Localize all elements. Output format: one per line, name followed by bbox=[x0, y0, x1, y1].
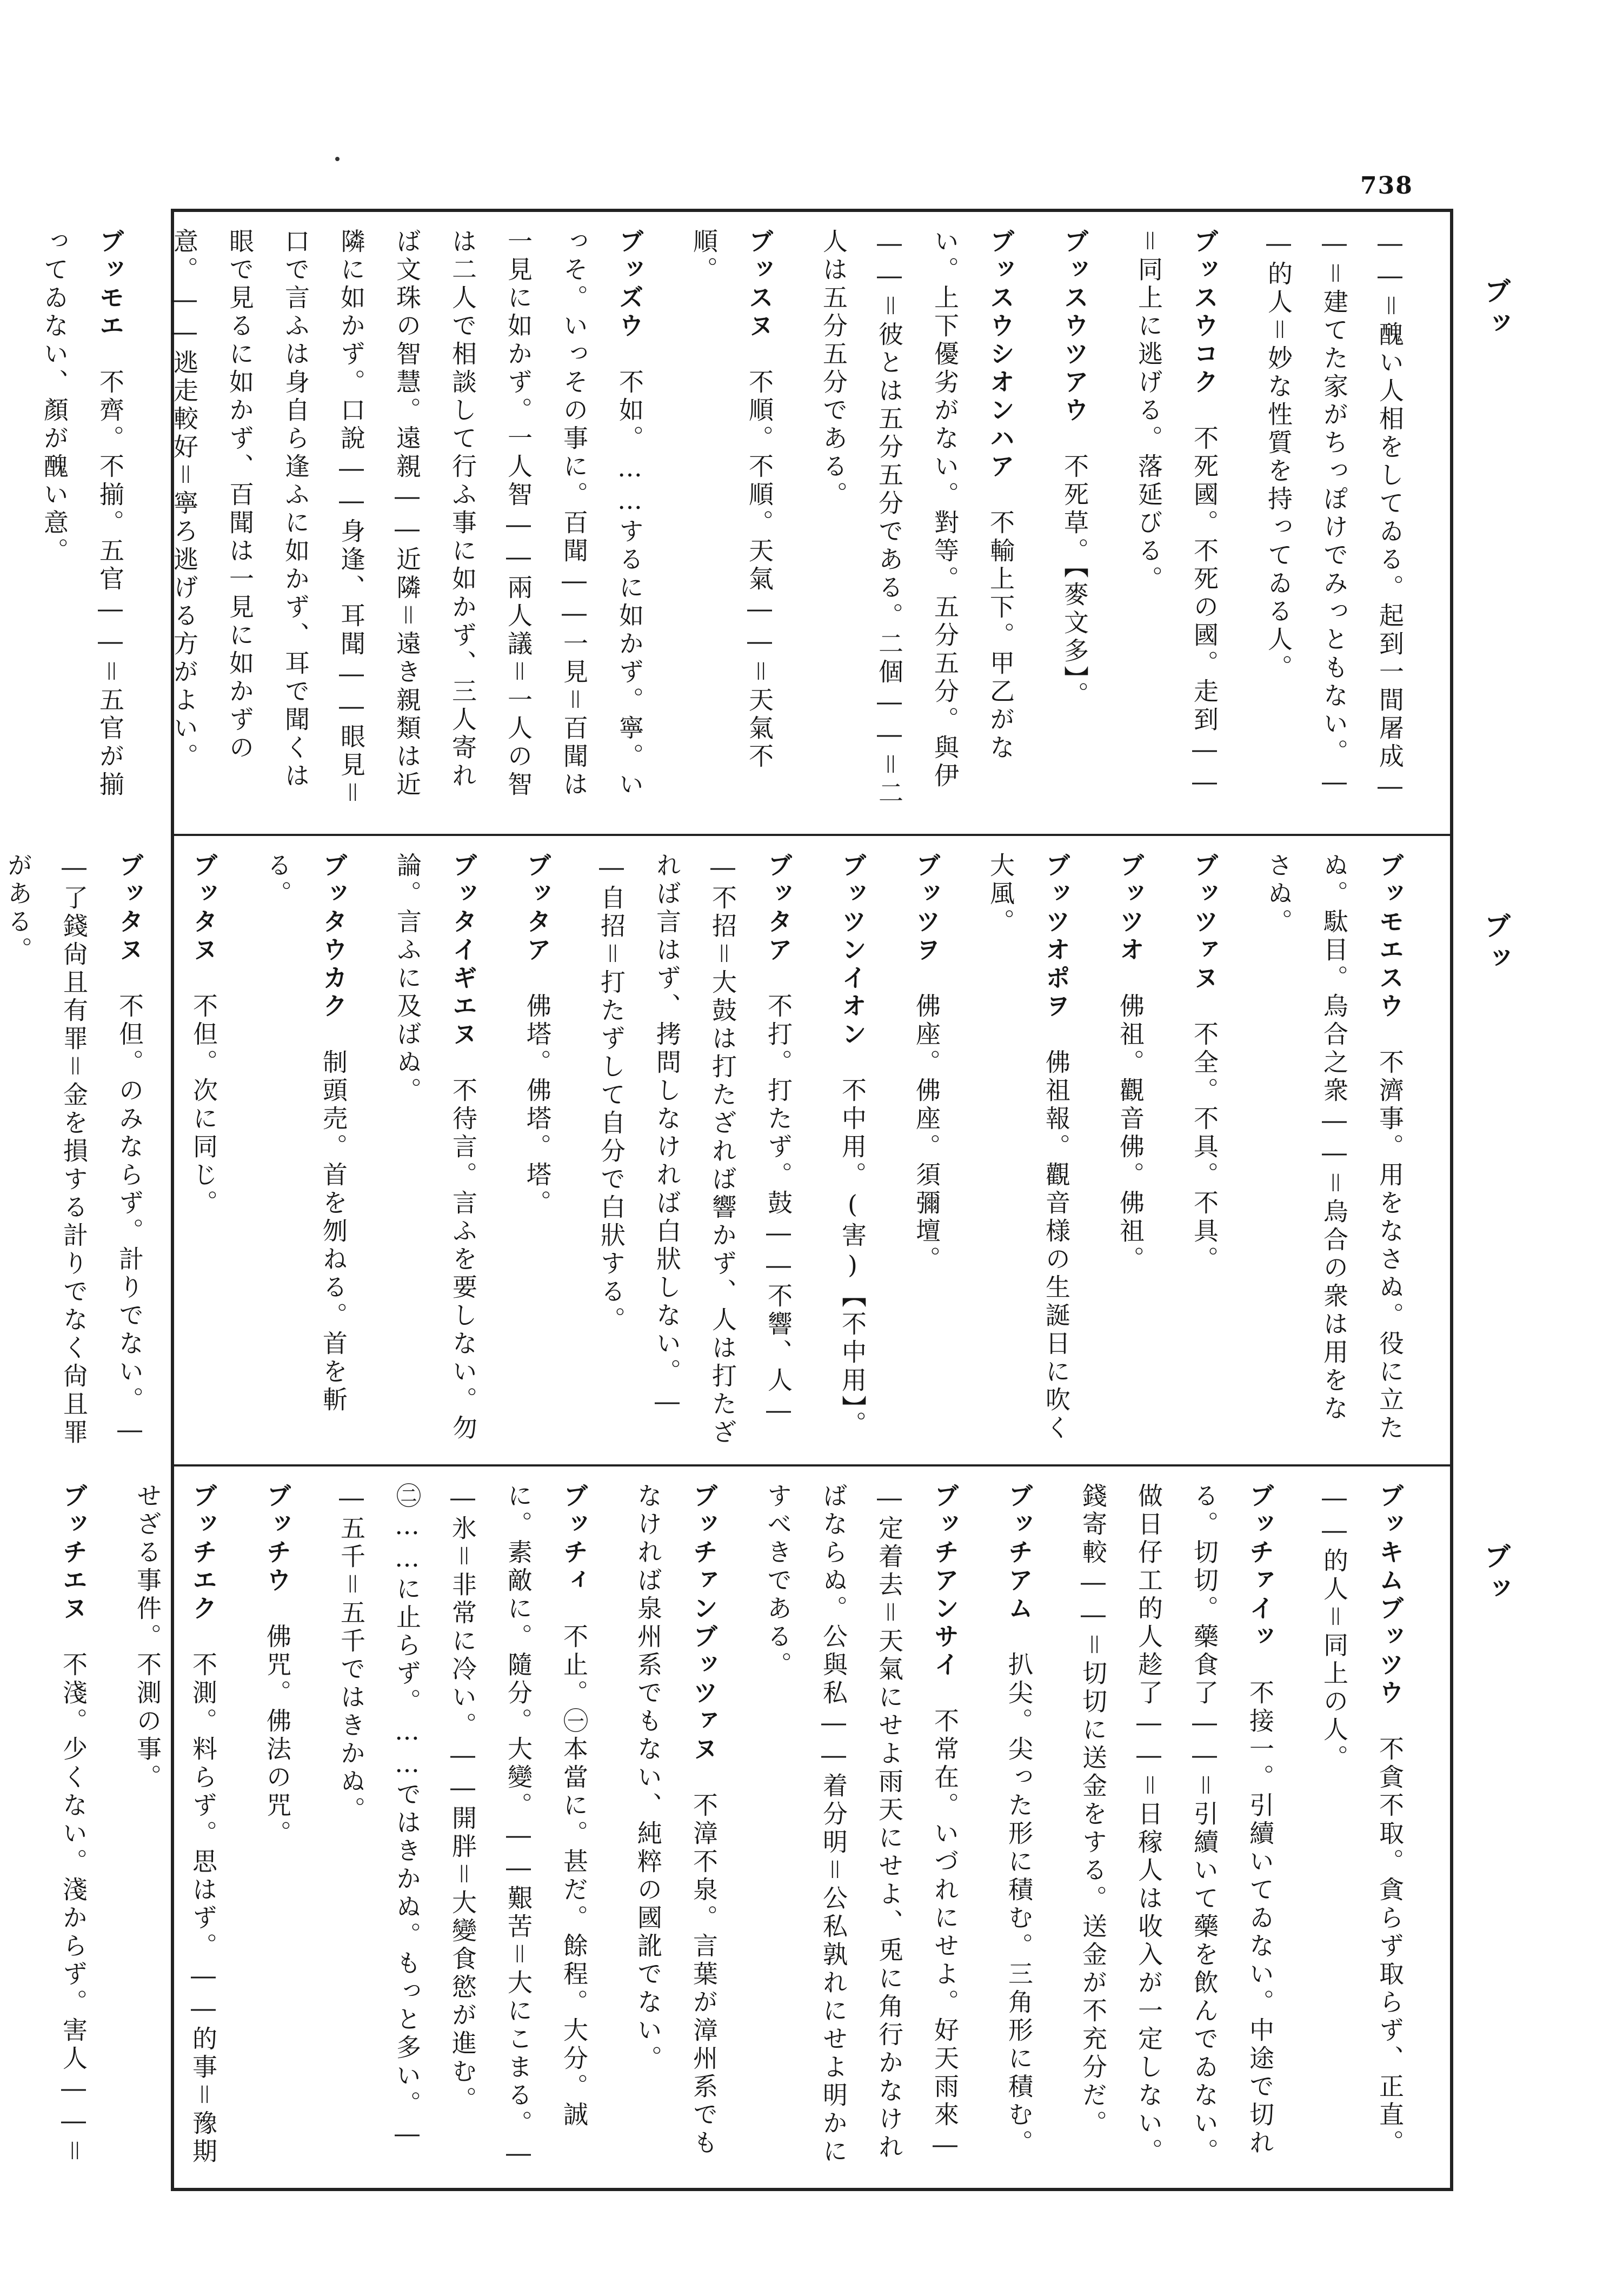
entry-definition: 扒尖。尖った形に積む。三角形に積む。 bbox=[1005, 1651, 1034, 2158]
entry-headword: ブッキムブッツウ bbox=[1375, 1483, 1405, 1708]
running-head-guide: ブッ bbox=[1480, 277, 1511, 342]
entry-headword: ブッモエスウ bbox=[1375, 852, 1405, 1021]
entry-definition: 制頭売。首を刎ねる。首を斬る。 bbox=[263, 852, 348, 1415]
dictionary-entry bbox=[657, 228, 787, 818]
entry-definition: 佛座。佛座。須彌壇。 bbox=[912, 993, 941, 1274]
entry-definition: 不但。次に同じ。 bbox=[189, 993, 218, 1218]
entry-headword: ブッタイギエヌ bbox=[449, 852, 478, 1049]
entry-definition: 不接一。引續いてゐない。中途で切れる。切切。藥食了――＝引續いて藥を飲んでゐない。做日仔工的人趁了――＝日稼人は收入が一定しない。錢寄較――＝切切に送金をする。送金が不充分だ。 bbox=[1079, 1483, 1275, 2166]
entry-definition: 不如。……するに如かず。寧。いっそ。いっその事に。百聞――一見＝百聞は一見に如かず。一人智――兩人議＝一人の智は二人で相談して行ふ事に如かず、三人寄れば文珠の智慧。遠親――近隣＝遠き親類は近隣に如かず。口說――身逢、耳聞――眼見＝口で言ふは身自ら逢ふに如かず、耳で聞くは眼で見るに如かず、百聞は一見に如かずの意。――逃走較好＝寧ろ逃げる方がよい。 bbox=[170, 228, 644, 808]
entry-definition: 不全。不具。不具。 bbox=[1190, 1021, 1219, 1274]
dictionary-entry bbox=[1102, 228, 1232, 818]
entry-headword: ブッスウツアウ bbox=[1060, 228, 1089, 425]
entry-columns bbox=[4, 852, 1418, 1450]
entry-headword: ブッタヌ bbox=[115, 852, 144, 965]
dictionary-entry bbox=[231, 1483, 305, 2177]
entry-headword: ブッツオポヲ bbox=[1042, 852, 1071, 1021]
entry-definition: 不淺。少くない。淺からず。害人――＝ bbox=[59, 1651, 88, 2166]
dictionary-entry bbox=[138, 228, 657, 818]
dictionary-entry bbox=[1288, 1483, 1418, 2177]
dictionary-entry bbox=[731, 1483, 973, 2177]
dictionary-entry bbox=[1047, 1483, 1288, 2177]
dictionary-entry bbox=[787, 228, 1028, 818]
tier-middle bbox=[4, 834, 1511, 1466]
dictionary-entry bbox=[1232, 228, 1418, 818]
entry-headword: ブッツァヌ bbox=[1190, 852, 1219, 993]
entry-definition: 佛祖報。觀音様の生誕日に吹く大風。 bbox=[986, 852, 1071, 1443]
entry-headword: ブッスウコク bbox=[1190, 228, 1219, 397]
dictionary-entry bbox=[973, 1483, 1047, 2177]
entry-definition: 不貪不取。貪らず取らず、正直。――的人＝同上の人。 bbox=[1320, 1483, 1405, 2158]
page-number: 738 bbox=[1360, 172, 1413, 200]
entry-headword: ブッタヌ bbox=[189, 852, 218, 965]
dictionary-entry bbox=[880, 852, 954, 1450]
dictionary-entry bbox=[0, 228, 8, 818]
entry-columns bbox=[40, 228, 1418, 818]
entry-headword: ブッチウ bbox=[263, 1483, 292, 1595]
entry-definition: 不待言。言ふを要しない。勿論。言ふに及ばぬ。 bbox=[393, 852, 478, 1443]
entry-headword: ブッチィ bbox=[560, 1483, 589, 1595]
dictionary-entry bbox=[1232, 852, 1418, 1450]
dictionary-entry bbox=[231, 852, 361, 1450]
dictionary-entry bbox=[1084, 852, 1158, 1450]
entry-definition: 不打。打たず。鼓――不響、人――不招＝大鼓は打たざれば響かず、人は打たざれば言はず、拷問しなければ白狀しない。――自招＝打たずして自分で白狀する。 bbox=[597, 852, 793, 1447]
entry-definition: 不但。のみならず。計りでない。――了錢尙且有罪＝金を損する計りでなく尙且罪がある。 bbox=[4, 852, 144, 1447]
dictionary-entry bbox=[101, 1483, 231, 2177]
print-speck bbox=[335, 157, 340, 161]
dictionary-entry bbox=[157, 852, 231, 1450]
entry-headword: ブッチァンブッツァヌ bbox=[689, 1483, 719, 1764]
dictionary-entry bbox=[806, 852, 880, 1450]
entry-headword: ブッチァイッ bbox=[1246, 1483, 1275, 1651]
dictionary-entry bbox=[305, 1483, 602, 2177]
dictionary-entry bbox=[491, 852, 565, 1450]
entry-headword: ブッチアンサイ bbox=[930, 1483, 960, 1680]
entry-definition: 不漳不泉。言葉が漳州系でもなければ泉州系でもない、純粹の國訛でない。 bbox=[634, 1483, 719, 2158]
dictionary-entry bbox=[1158, 852, 1232, 1450]
entry-headword: ブッチエヌ bbox=[59, 1483, 88, 1623]
entry-definition: 不濟事。用をなさぬ。役に立たぬ。駄目。烏合之衆――＝烏合の衆は用をなさぬ。 bbox=[1264, 852, 1405, 1443]
tier-top bbox=[40, 212, 1511, 834]
entry-headword: ブッチエク bbox=[189, 1483, 218, 1623]
running-head-guide: ブッ bbox=[1480, 1542, 1511, 1607]
entry-headword: ブッツオ bbox=[1116, 852, 1145, 965]
tier-bottom bbox=[59, 1464, 1511, 2193]
entry-definition: 不齊。不揃。五官――＝五官が揃ってゐない、顏が醜い意。 bbox=[40, 228, 125, 799]
entry-headword: ブッモエ bbox=[96, 228, 125, 341]
entry-headword: ブッチアム bbox=[1005, 1483, 1034, 1623]
entry-headword: ブッタア bbox=[523, 852, 552, 965]
dictionary-entry bbox=[954, 852, 1084, 1450]
entry-definition: 不死草。【麥文多】。 bbox=[1060, 453, 1089, 709]
entry-definition: 不死國。不死の國。走到――＝同上に逃げる。落延びる。 bbox=[1134, 228, 1219, 799]
dictionary-entry bbox=[27, 1483, 101, 2177]
entry-definition: 佛祖。觀音佛。佛祖。 bbox=[1116, 993, 1145, 1274]
entry-headword: ブッツヲ bbox=[912, 852, 941, 965]
dictionary-entry bbox=[0, 852, 157, 1450]
entry-headword: ブッスウシオンハア bbox=[986, 228, 1015, 481]
dictionary-entry bbox=[8, 228, 138, 818]
entry-definition: 佛咒。佛法の咒。 bbox=[263, 1623, 292, 1848]
entry-headword: ブッタア bbox=[764, 852, 793, 965]
entry-headword: ブッスヌ bbox=[745, 228, 774, 341]
running-head-guide: ブッ bbox=[1480, 912, 1511, 977]
entry-definition: ――＝醜い人相をしてゐる。起到一間屠成――＝建てた家がちっぽけでみっともない。――的人＝妙な性質を持ってゐる人。 bbox=[1264, 228, 1405, 804]
entry-definition: 不中用。(害)【不中用】。 bbox=[838, 1077, 867, 1439]
entry-definition: 不測。料らず。思はず。――的事＝豫期せざる事件。不測の事。 bbox=[133, 1483, 218, 2166]
dictionary-entry bbox=[1028, 228, 1102, 818]
dictionary-entry bbox=[565, 852, 806, 1450]
entry-columns bbox=[59, 1483, 1418, 2177]
entry-headword: ブッズウ bbox=[615, 228, 644, 341]
dictionary-frame bbox=[4, 209, 1511, 2191]
dictionary-entry bbox=[361, 852, 491, 1450]
entry-definition: 不止。㊀本當に。甚だ。餘程。大分。誠に。素敵に。隨分。大變。――艱苦＝大にこまる。――氷＝非常に冷い。――開胖＝大變食慾が進む。㊁……に止らず。……ではきかぬ。もっと多い。――五千＝五千ではきかぬ。 bbox=[337, 1483, 589, 2171]
entry-definition: 不輸上下。甲乙がない。上下優劣がない。對等。五分五分。與伊――＝彼とは五分五分である。二個――＝二人は五分五分である。 bbox=[819, 228, 1015, 808]
entry-definition: 佛塔。佛塔。塔。 bbox=[523, 993, 552, 1218]
dictionary-entry bbox=[602, 1483, 731, 2177]
entry-definition: 不順。不順。天氣――＝天氣不順。 bbox=[689, 228, 774, 771]
entry-headword: ブッタウカク bbox=[319, 852, 348, 1021]
entry-definition: 不常在。いづれにせよ。好天雨來――定着去＝天氣にせよ雨天にせよ、兎に角行かなければならぬ。公與私――着分明＝公私孰れにせよ明かにすべきである。 bbox=[763, 1483, 960, 2166]
entry-headword: ブッツンイオン bbox=[838, 852, 867, 1049]
